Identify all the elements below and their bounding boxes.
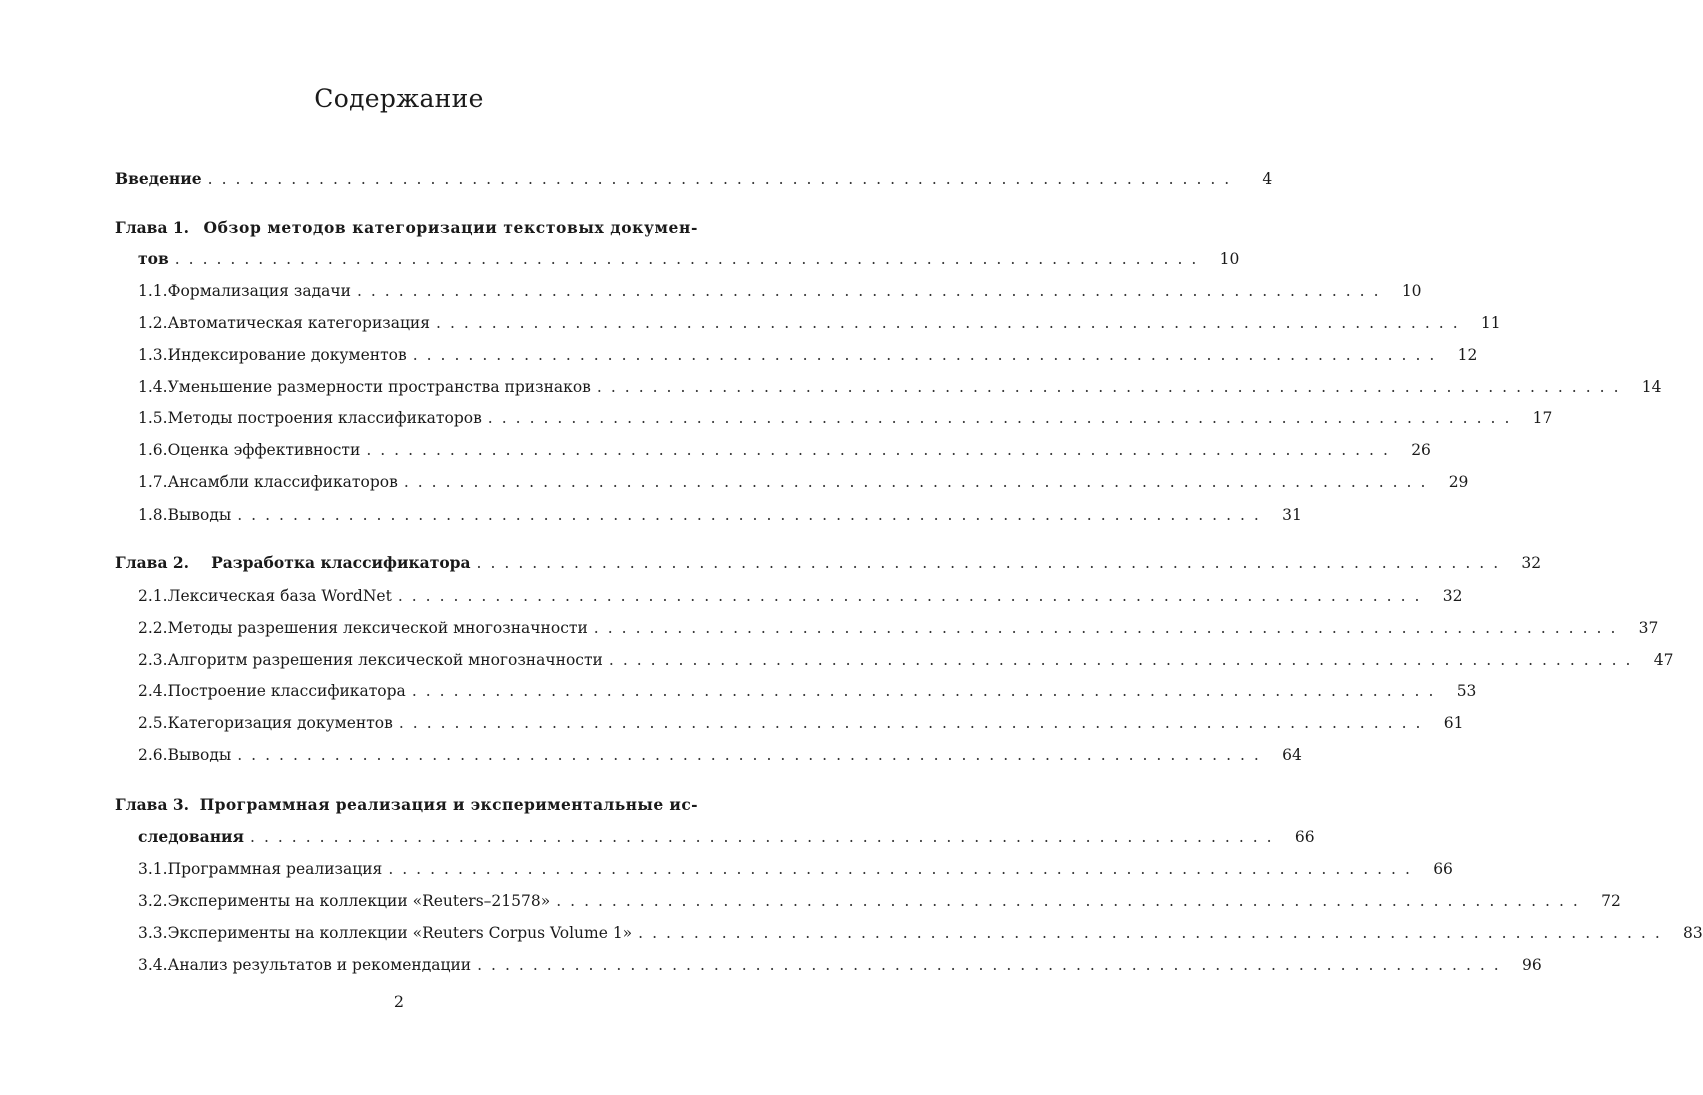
section-number: 1.8. — [138, 506, 168, 524]
entry-page: 10 — [1219, 250, 1240, 268]
section-page: 26 — [1411, 441, 1431, 459]
leader-dots: .......................................................................... — [207, 170, 1239, 188]
section-title: Уменьшение размерности пространства признаков — [167, 378, 591, 396]
chapter-title: Разработка классификатора — [211, 553, 471, 572]
section-number: 1.1. — [138, 282, 168, 300]
entry-page: 4 — [1262, 170, 1273, 188]
leader-dots: .......................................................................... — [487, 409, 1519, 427]
section-page: 37 — [1638, 619, 1659, 637]
toc-chapter-1-line1[interactable] — [115, 215, 698, 241]
toc-section[interactable] — [138, 342, 1478, 368]
leader-dots: .......................................................................... — [638, 924, 1669, 942]
section-title: Эксперименты на коллекции «Reuters Corpus Volume 1» — [167, 924, 633, 942]
section-title: Алгоритм разрешения лексической многозначности — [167, 651, 603, 669]
toc-section[interactable] — [138, 920, 1703, 946]
section-page: 96 — [1522, 956, 1542, 974]
section-number: 3.4. — [138, 956, 168, 974]
entry-page: 32 — [1521, 554, 1542, 572]
section-page: 64 — [1282, 746, 1302, 764]
section-number: 2.1. — [138, 587, 168, 605]
section-page: 72 — [1601, 892, 1621, 910]
section-number: 2.4. — [138, 682, 168, 700]
toc-section[interactable] — [138, 405, 1553, 431]
section-page: 11 — [1480, 314, 1501, 332]
section-title: Автоматическая категоризация — [167, 314, 431, 332]
leader-dots: .......................................................................... — [556, 892, 1587, 910]
section-title: Эксперименты на коллекции «Reuters–21578» — [167, 892, 551, 910]
section-title: Формализация задачи — [167, 282, 351, 300]
leader-dots: .......................................................................... — [398, 714, 1430, 732]
section-page: 29 — [1448, 473, 1469, 491]
section-page: 83 — [1683, 924, 1703, 942]
section-number: 3.3. — [138, 924, 168, 942]
toc-section[interactable] — [138, 710, 1464, 736]
section-number: 2.6. — [138, 746, 168, 764]
section-number: 1.3. — [138, 346, 168, 364]
entry-title: Введение — [115, 169, 202, 188]
toc-section[interactable] — [138, 742, 1302, 768]
toc-section[interactable] — [138, 647, 1674, 673]
section-number: 3.1. — [138, 860, 168, 878]
section-page: 47 — [1653, 651, 1674, 669]
section-page: 31 — [1282, 506, 1302, 524]
toc-entry-intro[interactable] — [115, 166, 1273, 192]
section-number: 2.5. — [138, 714, 168, 732]
leader-dots: .......................................................................... — [476, 554, 1508, 572]
section-number: 1.7. — [138, 473, 168, 491]
chapter-title-cont: следования — [138, 827, 245, 846]
section-number: 2.3. — [138, 651, 168, 669]
chapter-title: Обзор методов категоризации текстовых докумен- — [203, 218, 698, 237]
toc-section[interactable] — [138, 278, 1422, 304]
section-page: 66 — [1433, 860, 1453, 878]
toc-chapter-2[interactable] — [115, 550, 1542, 576]
toc-section[interactable] — [138, 374, 1662, 400]
chapter-number: Глава 3. — [115, 795, 190, 814]
toc-chapter-1-line2[interactable] — [138, 246, 1240, 272]
toc-section[interactable] — [138, 952, 1542, 978]
section-page: 12 — [1457, 346, 1478, 364]
chapter-number: Глава 2. — [115, 553, 190, 572]
toc-section[interactable] — [138, 615, 1659, 641]
section-number: 2.2. — [138, 619, 168, 637]
leader-dots: .......................................................................... — [250, 828, 1281, 846]
page-number: 2 — [393, 992, 405, 1011]
toc-section[interactable] — [138, 437, 1431, 463]
toc-section[interactable] — [138, 310, 1501, 336]
section-title: Индексирование документов — [167, 346, 407, 364]
section-title: Программная реализация — [167, 860, 383, 878]
section-title: Лексическая база WordNet — [167, 587, 392, 605]
section-title: Категоризация документов — [167, 714, 393, 732]
toc-chapter-3-line1[interactable] — [115, 792, 698, 818]
section-number: 1.2. — [138, 314, 168, 332]
toc-section[interactable] — [138, 678, 1477, 704]
toc-section[interactable] — [138, 888, 1621, 914]
toc-section[interactable] — [138, 856, 1453, 882]
leader-dots: .......................................................................... — [356, 282, 1388, 300]
chapter-number: Глава 1. — [115, 218, 190, 237]
chapter-title: Программная реализация и экспериментальные ис- — [199, 795, 698, 814]
section-page: 10 — [1401, 282, 1422, 300]
section-page: 14 — [1641, 378, 1662, 396]
leader-dots: .......................................................................... — [412, 346, 1444, 364]
toc-chapter-3-line2[interactable] — [138, 824, 1315, 850]
section-page: 17 — [1532, 409, 1553, 427]
section-title: Ансамбли классификаторов — [167, 473, 398, 491]
section-page: 53 — [1456, 682, 1477, 700]
section-title: Анализ результатов и рекомендации — [167, 956, 472, 974]
section-number: 1.5. — [138, 409, 168, 427]
leader-dots: .......................................................................... — [388, 860, 1419, 878]
toc-section[interactable] — [138, 469, 1469, 495]
leader-dots: .......................................................................... — [477, 956, 1508, 974]
section-page: 61 — [1443, 714, 1464, 732]
section-title: Оценка эффективности — [167, 441, 361, 459]
toc-section[interactable] — [138, 502, 1302, 528]
leader-dots: .......................................................................... — [436, 314, 1467, 332]
section-title: Методы разрешения лексической многозначности — [167, 619, 588, 637]
section-number: 1.6. — [138, 441, 168, 459]
leader-dots: .......................................................................... — [593, 619, 1625, 637]
toc-section[interactable] — [138, 583, 1463, 609]
leader-dots: .......................................................................... — [174, 250, 1206, 268]
leader-dots: .......................................................................... — [237, 506, 1268, 524]
leader-dots: .......................................................................... — [397, 587, 1429, 605]
section-number: 3.2. — [138, 892, 168, 910]
leader-dots: .......................................................................... — [608, 651, 1640, 669]
entry-page: 66 — [1294, 828, 1315, 846]
page-title: Содержание — [314, 84, 484, 113]
section-number: 1.4. — [138, 378, 168, 396]
leader-dots: .......................................................................... — [403, 473, 1435, 491]
leader-dots: .......................................................................... — [411, 682, 1443, 700]
section-page: 32 — [1442, 587, 1463, 605]
leader-dots: .......................................................................... — [237, 746, 1268, 764]
leader-dots: .......................................................................... — [366, 441, 1397, 459]
section-title: Выводы — [167, 746, 232, 764]
section-title: Построение классификатора — [167, 682, 406, 700]
section-title: Выводы — [167, 506, 232, 524]
chapter-title-cont: тов — [138, 249, 169, 268]
section-title: Методы построения классификаторов — [167, 409, 482, 427]
leader-dots: .......................................................................... — [596, 378, 1628, 396]
